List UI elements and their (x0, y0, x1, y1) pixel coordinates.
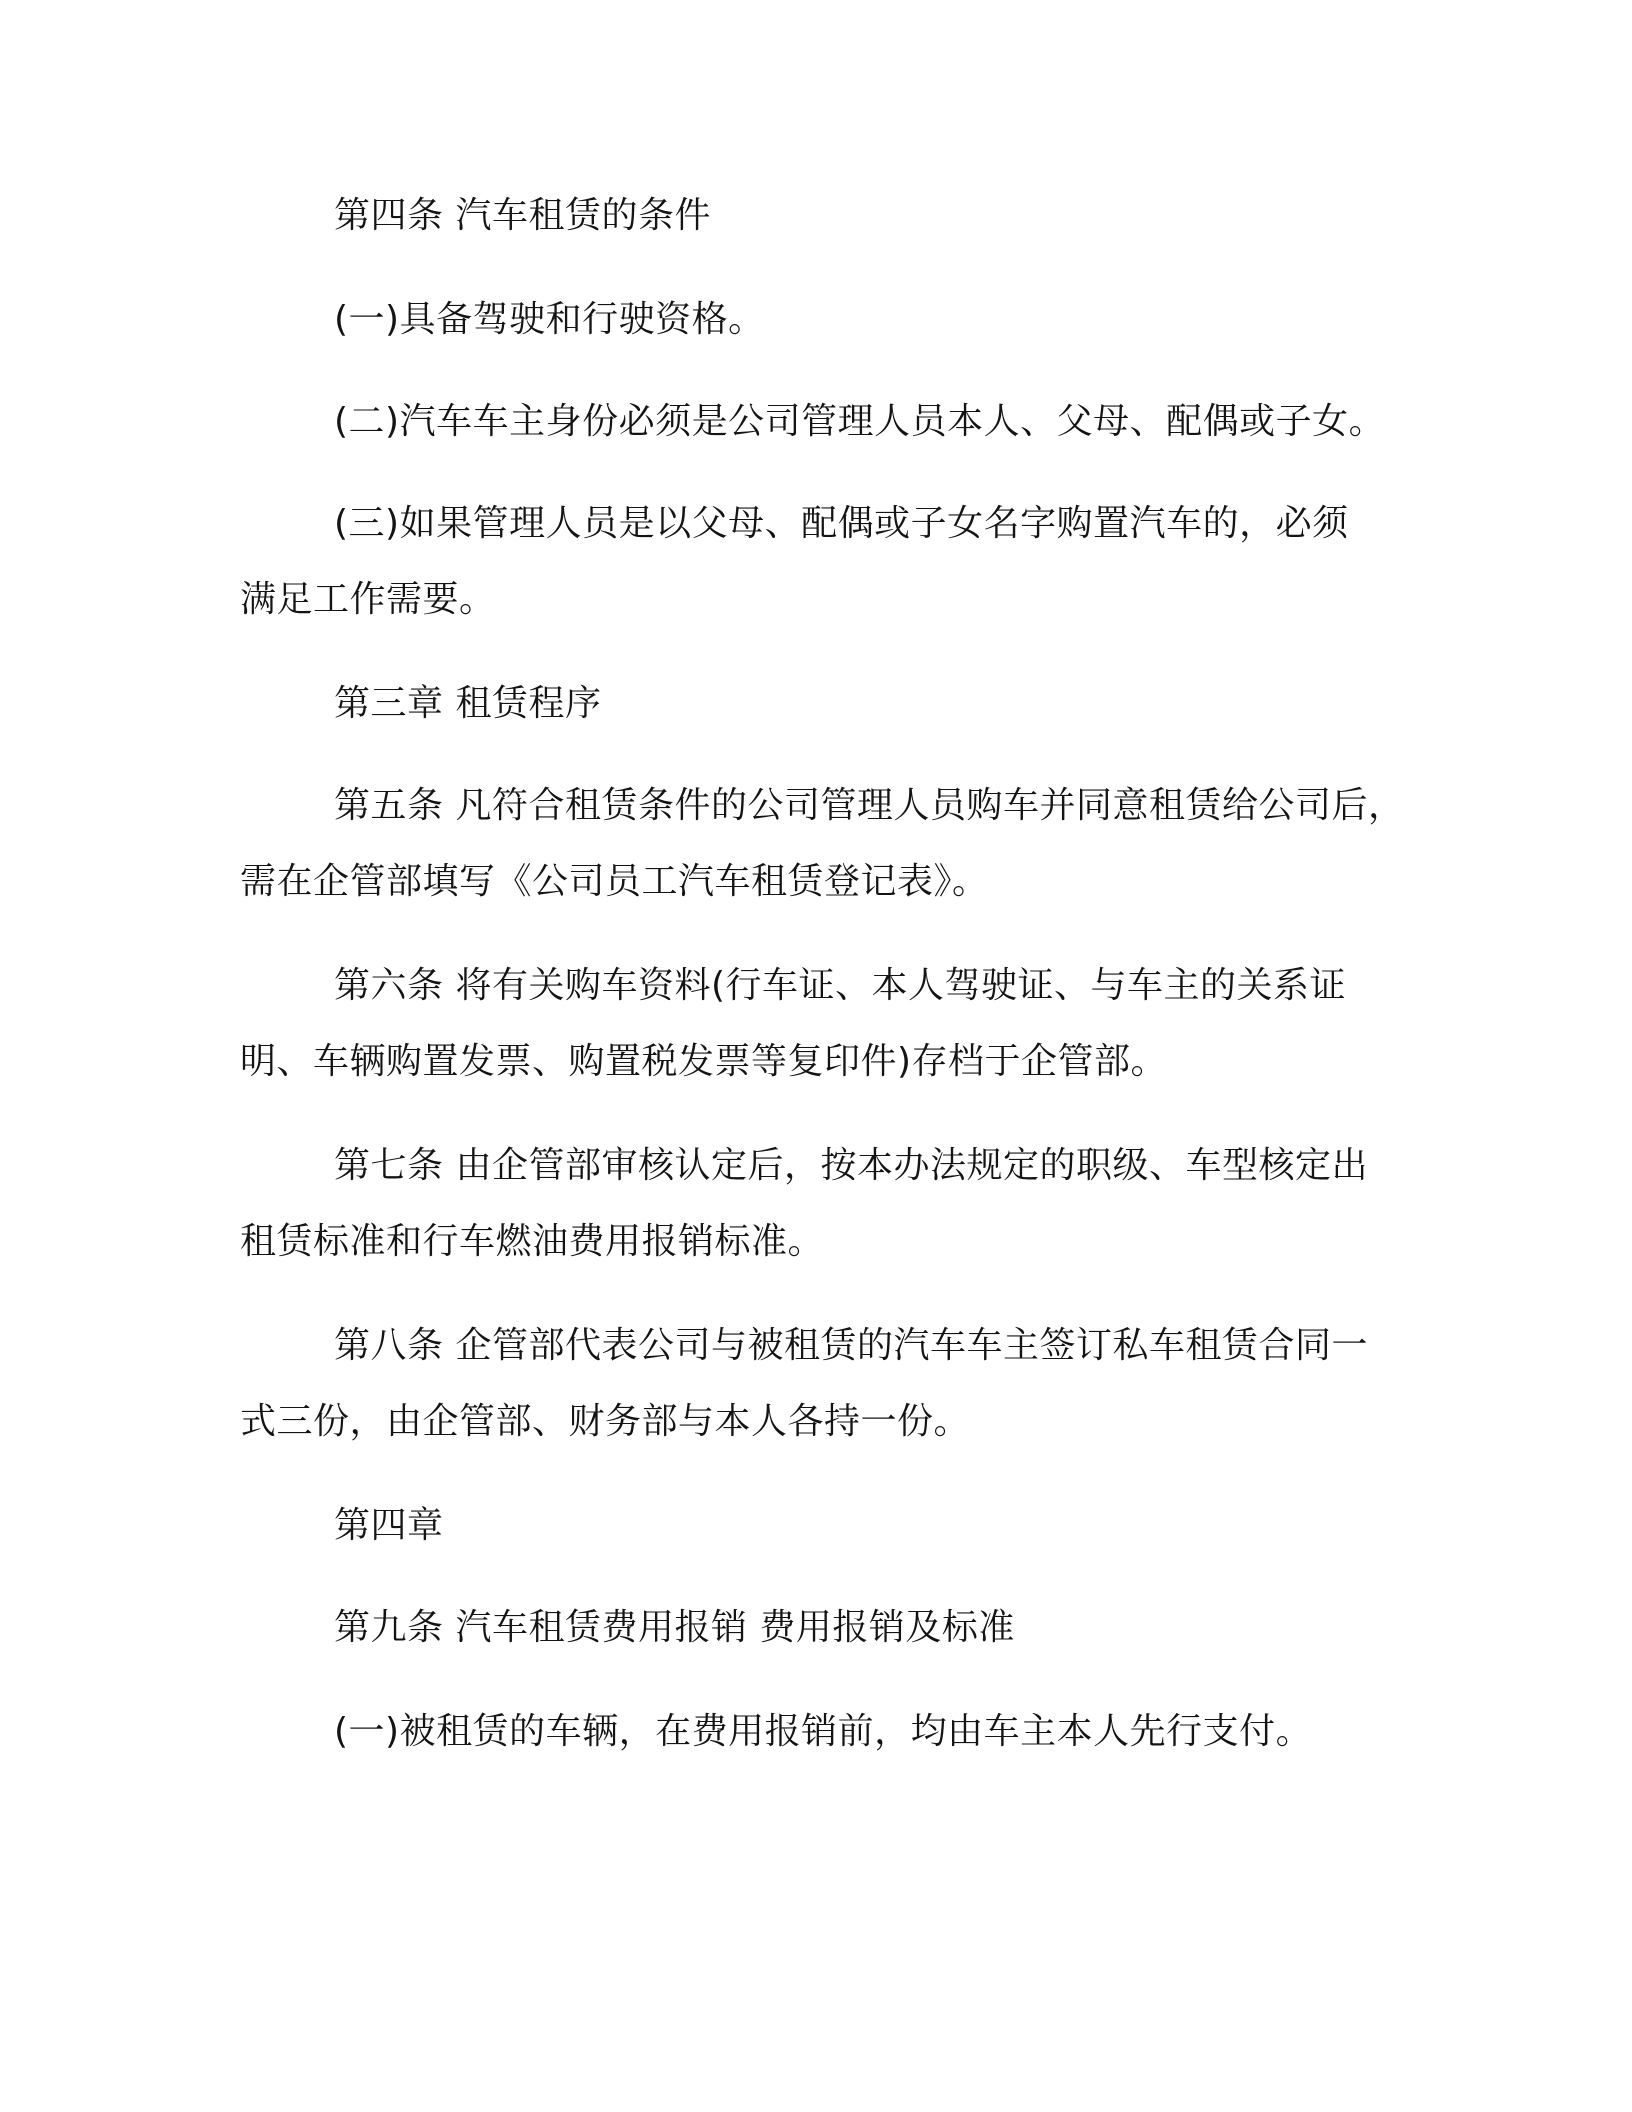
article-4-item-1: (一)具备驾驶和行驶资格。 (334, 299, 765, 340)
article-8-line-2: 式三份，由企管部、财务部与本人各持一份。 (240, 1401, 971, 1442)
article-4-item-3-line-2: 满足工作需要。 (240, 579, 496, 620)
article-6-line-1: 第六条 将有关购车资料(行车证、本人驾驶证、与车主的关系证 (334, 965, 1346, 1006)
article-8-line-1: 第八条 企管部代表公司与被租赁的汽车车主签订私车租赁合同一 (334, 1325, 1368, 1366)
article-9-item-1: (一)被租赁的车辆，在费用报销前，均由车主本人先行支付。 (334, 1711, 1313, 1752)
article-7-line-1: 第七条 由企管部审核认定后，按本办法规定的职级、车型核定出 (334, 1145, 1368, 1186)
article-9-heading: 第九条 汽车租赁费用报销 费用报销及标准 (334, 1607, 1015, 1648)
article-5-line-1: 第五条 凡符合租赁条件的公司管理人员购车并同意租赁给公司后， (334, 785, 1405, 826)
article-4-item-2: (二)汽车车主身份必须是公司管理人员本人、父母、配偶或子女。 (334, 401, 1386, 442)
chapter-3-heading: 第三章 租赁程序 (334, 683, 602, 724)
article-5-line-2: 需在企管部填写《公司员工汽车租赁登记表》。 (240, 861, 989, 902)
article-6-line-2: 明、车辆购置发票、购置税发票等复印件)存档于企管部。 (240, 1041, 1168, 1082)
chapter-4-heading: 第四章 (334, 1505, 444, 1546)
article-4-heading: 第四条 汽车租赁的条件 (334, 195, 711, 236)
article-4-item-3-line-1: (三)如果管理人员是以父母、配偶或子女名字购置汽车的，必须 (334, 503, 1349, 544)
article-7-line-2: 租赁标准和行车燃油费用报销标准。 (240, 1221, 825, 1262)
